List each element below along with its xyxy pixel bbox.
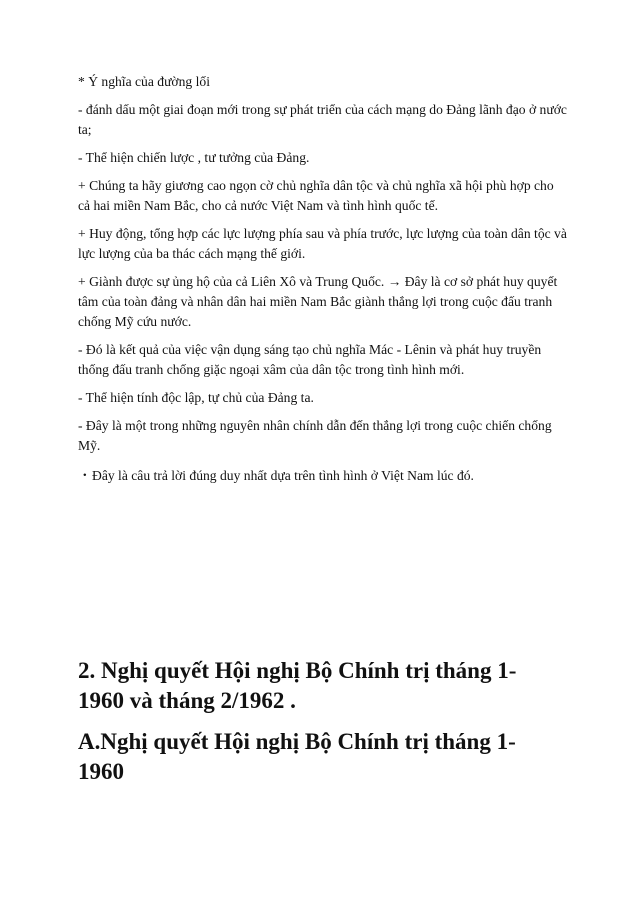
paragraph-4: + Huy động, tổng hợp các lực lượng phía sau và phía trước, lực lượng của toàn dân tộc và lực lượng của ba thác cách mạng thế giới. xyxy=(78,226,567,261)
section-title: * Ý nghĩa của đường lối xyxy=(78,74,210,89)
document-body xyxy=(78,72,568,486)
paragraph-8: - Đây là một trong những nguyên nhân chính dẫn đến thắng lợi trong cuộc chiến chống Mỹ. xyxy=(78,418,552,453)
bullet-text: Đây là câu trả lời đúng duy nhất dựa trên tình hình ở Việt Nam lúc đó. xyxy=(92,468,474,483)
paragraph-7: - Thể hiện tính độc lập, tự chủ của Đảng ta. xyxy=(78,390,314,405)
paragraph-2: - Thể hiện chiến lược , tư tưởng của Đảng. xyxy=(78,150,310,165)
bullet-mark: ・ xyxy=(78,468,92,483)
bullet-item xyxy=(78,466,568,486)
heading-section-2: 2. Nghị quyết Hội nghị Bộ Chính trị tháng 1-1960 và tháng 2/1962 . xyxy=(78,658,517,713)
paragraph-5: + Giành được sự ủng hộ của cả Liên Xô và Trung Quốc. → Đây là cơ sở phát huy quyết tâm của toàn đảng và nhân dân hai miền Nam Bắc giành thắng lợi trong cuộc đấu tranh chống Mỹ cứu nước. xyxy=(78,274,558,329)
paragraph-6: - Đó là kết quả của việc vận dụng sáng tạo chủ nghĩa Mác - Lênin và phát huy truyền thống đấu tranh chống giặc ngoại xâm của dân tộc trong tình hình mới. xyxy=(78,342,542,377)
heading-subsection-a: A.Nghị quyết Hội nghị Bộ Chính trị tháng 1-1960 xyxy=(78,729,516,784)
paragraph-1: - đánh dấu một giai đoạn mới trong sự phát triển của cách mạng do Đảng lãnh đạo ở nước ta; xyxy=(78,102,567,137)
paragraph-3: + Chúng ta hãy giương cao ngọn cờ chủ nghĩa dân tộc và chủ nghĩa xã hội phù hợp cho cả hai miền Nam Bắc, cho cả nước Việt Nam và tình hình quốc tế. xyxy=(78,178,554,213)
